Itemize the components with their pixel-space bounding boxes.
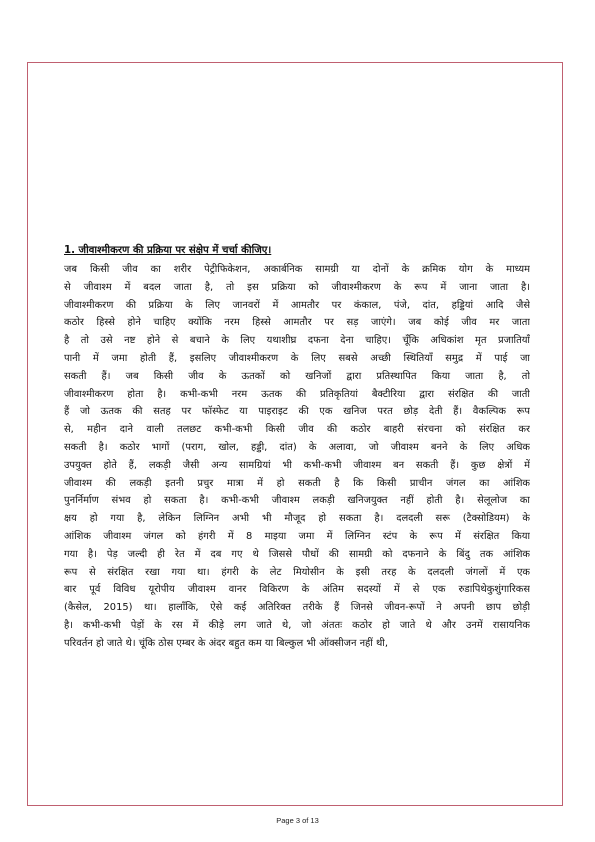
paragraph-line: जीवाश्म की लकड़ी इतनी प्रचुर मात्रा में हो सकती है कि किसी प्राचीन जंगल का आंशिक [64, 477, 530, 489]
paragraph-line: गया है। पेड़ जल्दी ही रेत में दब गए थे जिससे पौधों की सामग्री को दफनाने के बिंदु तक आंशिक [64, 548, 530, 560]
paragraph-line: है। कभी-कभी पेड़ों के रस में कीड़े लग जाते थे, जो अंततः कठोर हो जाते थे और उनमें रासायनिक [64, 619, 530, 631]
page-content [64, 244, 530, 653]
paragraph-line: रूप से संरक्षित रखा गया था। हंगरी के लेट मियोसीन के इसी तरह के दलदली जंगलों में एक [64, 566, 530, 578]
paragraph-line: पुनर्निर्माण संभव हो सकता है। कभी-कभी जीवाश्म लकड़ी खनिजयुक्त नहीं होती है। सेलूलोज का [64, 495, 530, 507]
paragraph-line: हैं जो ऊतक की सतह पर फॉस्फेट या पाइराइट की एक खनिज परत छोड़ देती हैं। वैकल्पिक रूप [64, 406, 530, 418]
paragraph-line: पानी में जमा होती हैं, इसलिए जीवाश्मीकरण के लिए सबसे अच्छी स्थितियाँ समुद्र में पाई जा [64, 352, 530, 364]
paragraph-line: आंशिक जीवाश्म जंगल को हंगरी में 8 माइया जमा में लिग्निन स्टंप के रूप में संरक्षित किया [64, 530, 530, 542]
paragraph-line: जीवाश्मीकरण होता है। कभी-कभी नरम ऊतक की प्रतिकृतियां बैक्टीरिया द्वारा संरक्षित की जाती [64, 388, 530, 400]
paragraph-line: सकती हैं। जब किसी जीव के ऊतकों को खनिजों द्वारा प्रतिस्थापित किया जाता है, तो [64, 370, 530, 382]
paragraph-line: उपयुक्त होते हैं, लकड़ी जैसी अन्य सामग्रियां भी कभी-कभी जीवाश्म बन सकती हैं। कुछ क्षेत्रों में [64, 459, 530, 471]
paragraph-line: बार पूर्व विविध यूरोपीय जीवाश्म वानर विकिरण के अंतिम सदस्यों में से एक रुडापिथेकुशुंगारिकस [64, 584, 530, 596]
page-number-footer: Page 3 of 13 [276, 816, 319, 825]
paragraph-line: जीवाश्मीकरण की प्रक्रिया के लिए जानवरों में आमतौर पर कंकाल, पंजे, दांत, हड्डियां आदि जैसे [64, 299, 530, 311]
paragraph-line: से, महीन दाने वाली तलछट कभी-कभी किसी जीव की कठोर बाहरी संरचना को संरक्षित कर [64, 424, 530, 436]
paragraph-line: जब किसी जीव का शरीर पेट्रीफिकेशन, अकार्बनिक सामग्री या दोनों के क्रमिक योग के माध्यम [64, 264, 530, 275]
paragraph-line: क्षय हो गया है, लेकिन लिग्निन अभी भी मौजूद हो सकता है। दलदली सरू (टैक्सोडियम) के [64, 513, 530, 525]
section-heading: 1. जीवाश्मीकरण की प्रक्रिया पर संक्षेप में चर्चा कीजिए। [64, 245, 272, 256]
paragraph-line: है तो उसे नष्ट होने से बचाने के लिए यथाशीघ्र दफना देना चाहिए। चूँकि अधिकांश मृत प्रजातियाँ [64, 335, 530, 347]
paragraph-line: परिवर्तन हो जाते थे। चूंकि ठोस एम्बर के अंदर बहुत कम या बिल्कुल भी ऑक्सीजन नहीं थी, [64, 637, 389, 649]
paragraph [64, 261, 530, 653]
paragraph-line: से जीवाश्म में बदल जाता है, तो इस प्रक्रिया को जीवाश्मीकरण के रूप में जाना जाता है। [64, 281, 530, 293]
paragraph-line: (कैसेल, 2015) था। हालाँकि, ऐसे कई अतिरिक्त तरीके हैं जिनसे जीवन-रूपों ने अपनी छाप छोड़ी [64, 602, 530, 614]
paragraph-line: कठोर हिस्से होने चाहिए क्योंकि नरम हिस्से आमतौर पर सड़ जाएंगे। जब कोई जीव मर जाता [64, 317, 530, 329]
paragraph-line: सकती है। कठोर भागों (पराग, खोल, हड्डी, दांत) के अलावा, जो जीवाश्म बनने के लिए अधिक [64, 441, 530, 453]
